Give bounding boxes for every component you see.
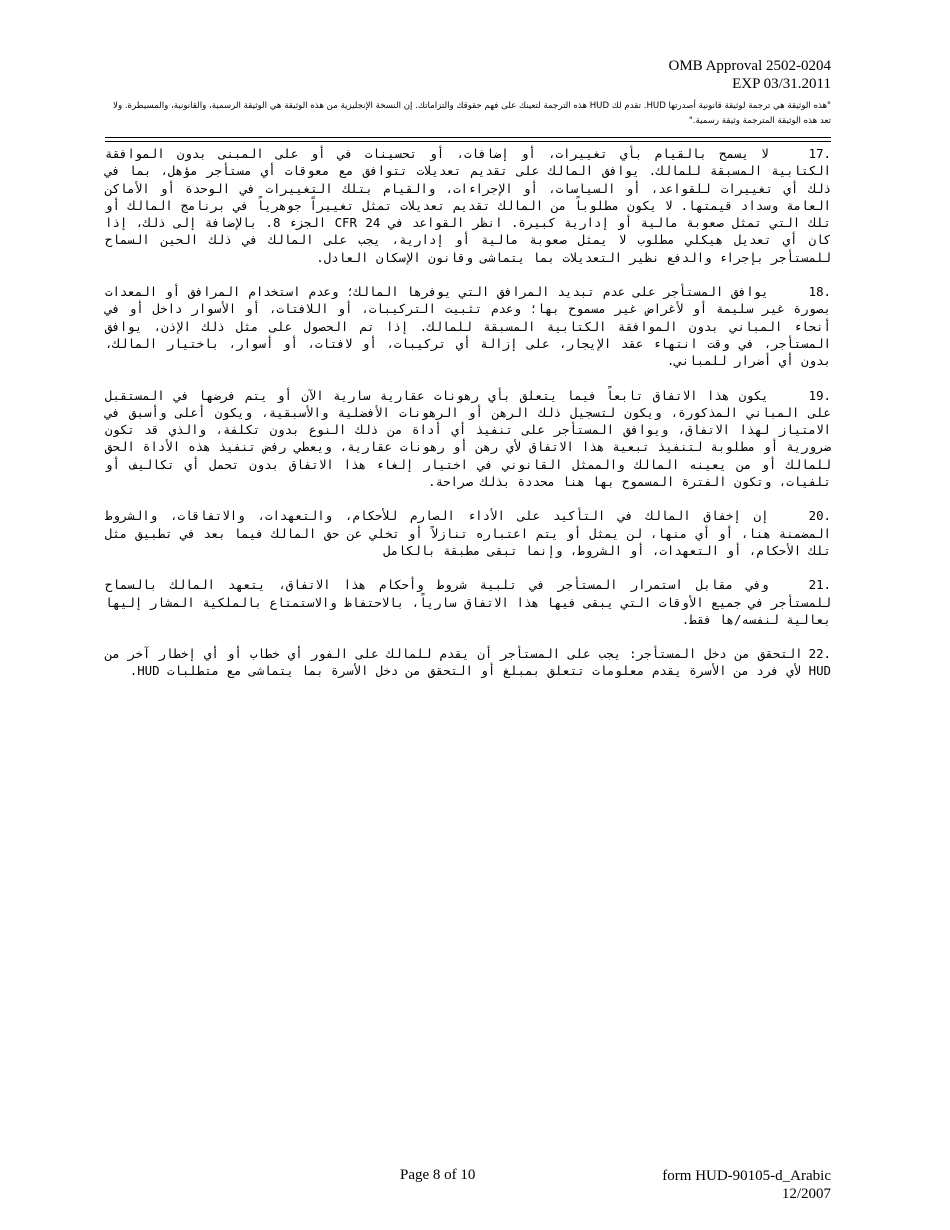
paragraph-17 xyxy=(105,145,831,266)
translation-notice: "هذه الوثيقة هي ترجمة لوثيقة قانونية أصدرتها HUD. تقدم لك HUD هذه الترجمة لتعينك على فهم حقوقك والتزاماتك. إن النسخة الإنجليزية من هذه الوثيقة هي الوثيقة الرسمية، والقانونية، والمسيطرة. ولا تعد هذه الوثيقة المترجمة وثيقة رسمية." xyxy=(113,101,831,126)
paragraph-20 xyxy=(105,507,831,559)
paragraph-text: إن إخفاق المالك في التأكيد على الأداء الصارم للأحكام، والتعهدات، والاتفاقات، والشروط المضمنة هنا، أو أي منها، لن يمثل أو يتم اعتباره تنازلاً أو تخلي عن حق المالك فيما بعد في تطبيق مثل تلك الأحكام، أو التعهدات، أو الشروط، وإنما تبقى مطبقة بالكامل xyxy=(105,508,831,558)
page-number: Page 8 of 10 xyxy=(400,1167,476,1183)
omb-approval-block xyxy=(669,57,832,93)
omb-approval-number: OMB Approval 2502-0204 xyxy=(668,58,831,74)
paragraph-number: 18. xyxy=(808,284,831,300)
paragraph-18 xyxy=(105,283,831,369)
lease-body xyxy=(105,145,831,697)
paragraph-21 xyxy=(105,576,831,628)
paragraph-number: 21. xyxy=(808,577,831,593)
omb-expiration: EXP 03/31.2011 xyxy=(732,76,831,92)
form-id-block xyxy=(662,1167,831,1203)
paragraph-text: التحقق من دخل المستأجر: يجب على المستأجر أن يقدم للمالك على الفور أي خطاب أو أي إخطار آخر من HUD لأي فرد من الأسرة يقدم معلومات تتعلق بمبلغ أو التحقق من دخل الأسرة بما يتماشى مع متطلبات HUD. xyxy=(105,646,831,679)
paragraph-number: 17. xyxy=(808,146,831,161)
paragraph-text: وفي مقابل استمرار المستأجر في تلبية شروط وأحكام هذا الاتفاق، يتعهد المالك بالسماح للمستأجر في جميع الأوقات التي يبقى فيها هذا الاتفاق سارياً، بالاحتفاظ والاستمتاع بالملكية المشار إليها بعالية لنفسه/ها فقط. xyxy=(105,577,831,627)
form-date: 12/2007 xyxy=(781,1186,831,1202)
paragraph-number: 20. xyxy=(808,508,831,524)
header-divider-bottom xyxy=(105,141,831,142)
paragraph-22 xyxy=(105,645,831,680)
paragraph-number: 22. xyxy=(808,646,831,662)
header-divider-top xyxy=(105,137,831,138)
form-number: form HUD-90105-d_Arabic xyxy=(662,1168,831,1184)
paragraph-text: يوافق المستأجر على عدم تبديد المرافق التي يوفرها المالك؛ وعدم استخدام المرافق أو المعدات بصورة غير سليمة أو لأغراض غير مسموح بها؛ وعدم تثبيت التركيبات، أو اللافتات، أو الأسوار داخل أو في أنحاء المباني بدون الموافقة الكتابية المسبقة للمالك. إذا تم الحصول على مثل ذلك الإذن، يوافق المستأجر، في وقت انتهاء عقد الإيجار، على إزالة أي تركيبات، أو لافتات، أو أسوار، باختيار المالك، بدون أي أضرار للمباني. xyxy=(105,284,831,369)
paragraph-text: يكون هذا الاتفاق تابعاً فيما يتعلق بأي رهونات عقارية سارية الآن أو يتم فرضها في المستقبل على المباني المذكورة، ويكون لتسجيل ذلك الرهن أو الرهونات الأفضلية والأسبقية، ويكون أعلى وأسبق في الامتياز لهذا الاتفاق، ويوافق المستأجر على تنفيذ أي أداة من ذلك النوع بدون تكلفة، والذي قد تكون ضرورية أو مطلوبة لتنفيذ تبعية هذا الاتفاق لأي رهن أو رهونات عقارية، ويعطي رفض تنفيذ هذه الأداة الحق للمالك أو من يعينه المالك والممثل القانوني في اختيار إلغاء هذا الاتفاق بدون تحمل أي تكاليف أو تلفيات، وتكون الفترة المسموح بها هنا محددة بذلك صراحة. xyxy=(105,387,831,490)
paragraph-number: 19. xyxy=(808,387,831,403)
paragraph-19 xyxy=(105,387,831,491)
paragraph-text: لا يسمح بالقيام بأي تغييرات، أو إضافات، أو تحسينات في أو على المبنى بدون الموافقة الكتابية المسبقة للمالك. يوافق المالك على تقديم تعديلات تتوافق مع معوقات أي مستأجر مؤهل، بما في ذلك أي تغييرات للقواعد، أو السياسات، أو الإجراءات، والقيام بتلك التغييرات في الوحدة أو الأماكن العامة وسداد قيمتها. لا يكون مطلوباً من المالك تقديم تعديلات تمثل تغييراً جوهرياً في برنامج المالك أو تلك التي تمثل صعوبة مالية أو إدارية كبيرة. انظر القواعد في CFR 24 الجزء 8. بالإضافة إلى ذلك، إذا كان أي تعديل هيكلي مطلوب لا يمثل صعوبة مالية أو إدارية، يجب على المالك في ذلك الحين السماح للمستأجر بإجراء والدفع نظير التعديلات بما يتماشى وقانون الإسكان العادل. xyxy=(105,146,832,265)
